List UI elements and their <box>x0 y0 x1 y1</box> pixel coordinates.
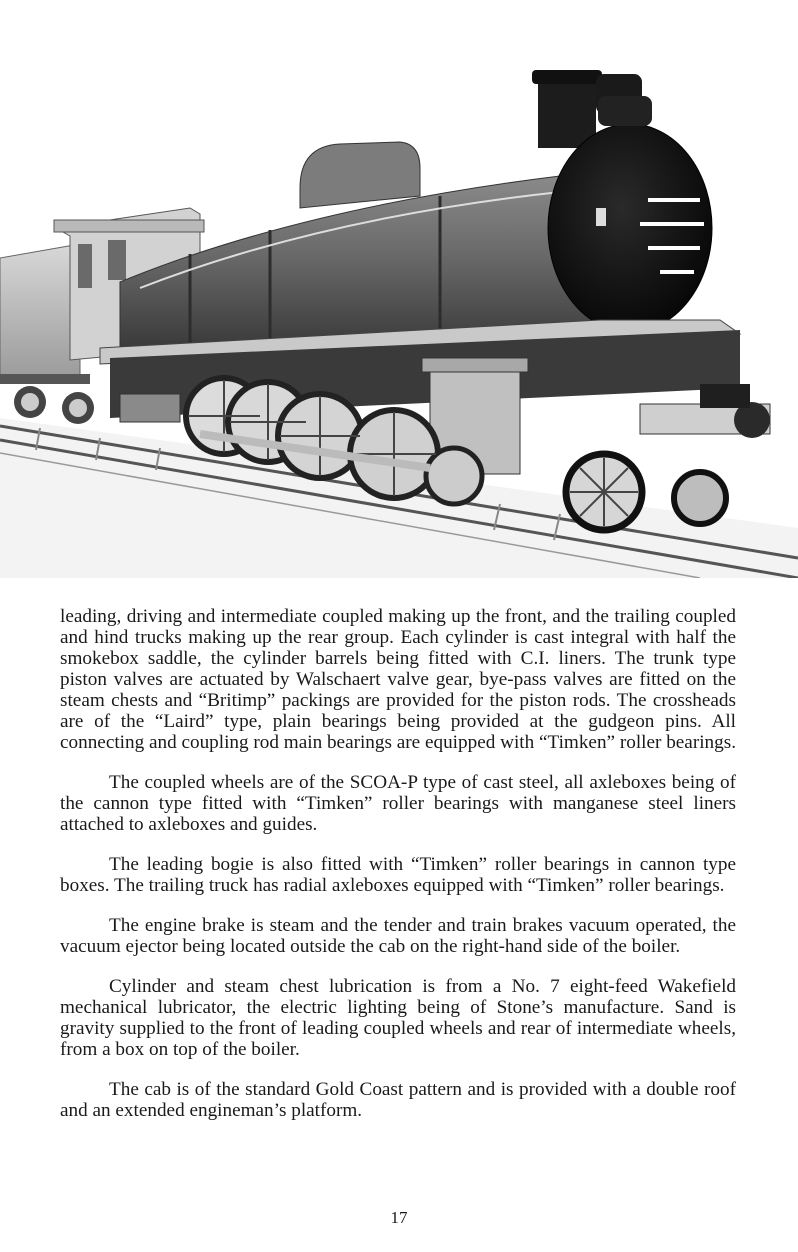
paragraph-leading-bogie: The leading bogie is also fitted with “Timken” roller bearings in cannon type boxes. The trailing truck has radial axleboxes equipped with “Timken” roller bearings. <box>60 854 736 896</box>
paragraph-continued: leading, driving and intermediate coupled making up the front, and the trailing coupled and hind trucks making up the rear group. Each cylinder is cast integral with half the smokebox saddle, the cylinder barrels being fitted with C.I. liners. The trunk type piston valves are actuated by Walschaert valve gear, bye-pass valves are fitted on the steam chests and “Britimp” packings are provided for the piston rods. The crossheads are of the “Laird” type, plain bearings being provided at the gudgeon pins. All connecting and coupling rod main bearings are equipped with “Timken” roller bearings. <box>60 606 736 753</box>
paragraph-brakes: The engine brake is steam and the tender and train brakes vacuum operated, the vacuum ejector being located outside the cab on the right-hand side of the boiler. <box>60 915 736 957</box>
paragraph-cab: The cab is of the standard Gold Coast pattern and is provided with a double roof and an extended engineman’s platform. <box>60 1079 736 1121</box>
paragraph-coupled-wheels: The coupled wheels are of the SCOA-P type of cast steel, all axleboxes being of the cannon type fitted with “Timken” roller bearings with manganese steel liners attached to axleboxes and guides. <box>60 772 736 835</box>
locomotive-photograph <box>0 58 798 578</box>
paragraph-lubrication: Cylinder and steam chest lubrication is from a No. 7 eight-feed Wakefield mechanical lubricator, the electric lighting being of Stone’s manufacture. Sand is gravity supplied to the front of leading coupled wheels and rear of intermediate wheels, from a box on top of the boiler. <box>60 976 736 1060</box>
page-number: 17 <box>390 1208 408 1227</box>
article-text <box>60 606 736 1140</box>
